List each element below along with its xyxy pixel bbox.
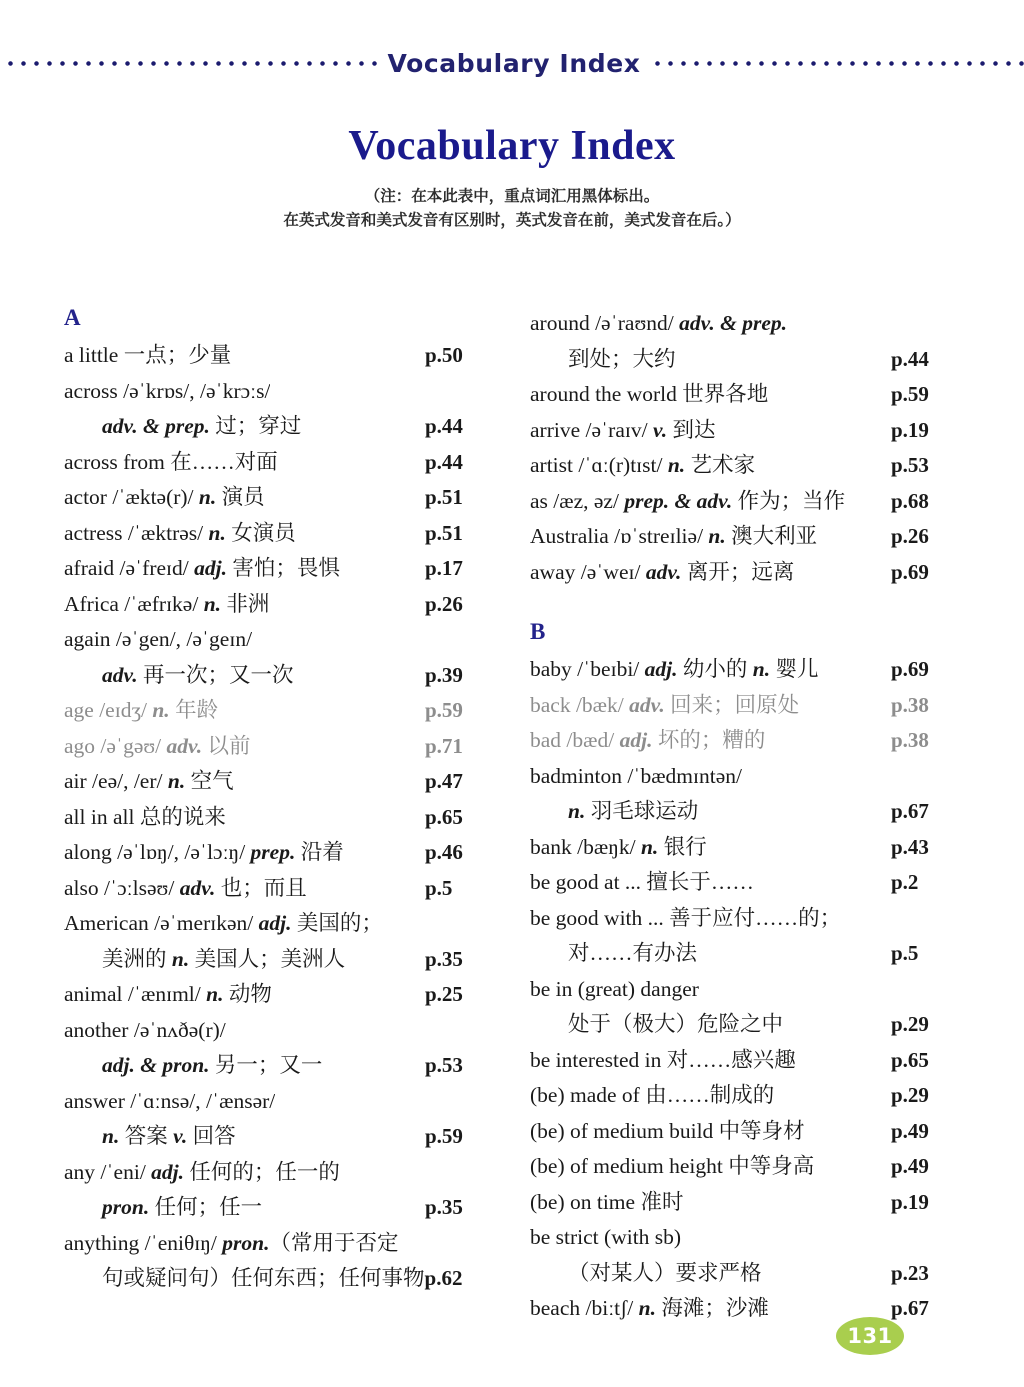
entry-page-reference: p.46 xyxy=(425,840,463,864)
entry-line xyxy=(64,977,499,1013)
entry-text: 美洲的 n. 美国人；美洲人 xyxy=(102,946,346,971)
entry-text: be good with ... 善于应付……的； xyxy=(530,905,842,930)
entry-page-reference: p.59 xyxy=(425,1124,463,1148)
vocabulary-entry xyxy=(530,555,965,591)
entry-line xyxy=(64,729,499,765)
vocabulary-entry xyxy=(64,516,499,552)
entry-line xyxy=(64,1013,499,1049)
vocabulary-entry xyxy=(64,835,499,871)
entry-line xyxy=(64,587,499,623)
entry-page-reference: p.69 xyxy=(891,657,929,681)
entry-line xyxy=(530,413,965,449)
vocabulary-entry xyxy=(530,759,965,830)
vocabulary-entry xyxy=(64,338,499,374)
entry-line xyxy=(530,1007,965,1043)
vocabulary-entry xyxy=(64,764,499,800)
entry-page-reference: p.17 xyxy=(425,556,463,580)
entry-page-reference: p.44 xyxy=(425,449,463,474)
vocabulary-entry xyxy=(64,1013,499,1084)
entry-page-reference: p.69 xyxy=(891,559,929,584)
entry-page-reference: p.23 xyxy=(891,1260,929,1285)
entry-line xyxy=(530,688,965,724)
entry-line xyxy=(64,480,499,516)
entry-text: answer /ˈɑːnsə/, /ˈænsər/ xyxy=(64,1088,276,1113)
entry-page-reference: p.19 xyxy=(891,1189,929,1214)
entry-page-reference: p.59 xyxy=(891,382,929,406)
entry-line xyxy=(530,1220,965,1256)
vocabulary-entry xyxy=(530,723,965,759)
entry-line xyxy=(64,658,499,694)
entry-text: any /ˈeni/ adj. 任何的；任一的 xyxy=(64,1159,340,1184)
vocabulary-entry xyxy=(64,551,499,587)
entry-line xyxy=(64,693,499,729)
vocabulary-entry xyxy=(530,1078,965,1114)
entry-page-reference: p.59 xyxy=(425,698,463,722)
letter-heading-b: B xyxy=(530,619,546,644)
header-dotted-rule-right xyxy=(651,60,1024,67)
vocabulary-entry xyxy=(530,306,965,377)
entry-line xyxy=(530,759,965,795)
entry-line xyxy=(64,516,499,552)
usage-note-line-1: （注：在本此表中，重点词汇用黑体标出。 xyxy=(364,187,660,206)
index-column-left xyxy=(64,306,499,1297)
entry-page-reference: p.38 xyxy=(891,728,929,752)
vocabulary-entry xyxy=(530,1291,965,1327)
entry-text: anything /ˈeniθɪŋ/ pron.（常用于否定 xyxy=(64,1230,399,1255)
entry-page-reference: p.39 xyxy=(425,662,463,687)
entry-text: again /əˈgen/, /əˈgeɪn/ xyxy=(64,627,253,651)
vocabulary-entry xyxy=(64,693,499,729)
header-dotted-rule-left xyxy=(4,60,378,67)
entry-line xyxy=(530,1043,965,1079)
entry-line xyxy=(530,306,965,342)
entry-page-reference: p.50 xyxy=(425,343,463,367)
entry-line xyxy=(530,794,965,830)
entry-line xyxy=(530,555,965,591)
entry-line xyxy=(530,519,965,555)
entry-text: afraid /əˈfreɪd/ adj. 害怕；畏惧 xyxy=(64,556,340,580)
entry-page-reference: p.38 xyxy=(891,692,929,717)
entry-line xyxy=(530,652,965,688)
entry-line xyxy=(64,1155,499,1191)
entry-text: （对某人）要求严格 xyxy=(568,1260,762,1285)
vocabulary-entry xyxy=(64,800,499,836)
entry-text: 句或疑问句）任何东西；任何事物 xyxy=(102,1266,425,1290)
vocabulary-entry xyxy=(530,901,965,972)
entry-text: actor /ˈæktə(r)/ n. 演员 xyxy=(64,485,265,509)
index-columns xyxy=(0,305,1024,1320)
letter-heading-a: A xyxy=(64,305,81,330)
vocabulary-entry xyxy=(530,1185,965,1221)
entry-page-reference: p.53 xyxy=(891,453,929,477)
entry-page-reference: p.67 xyxy=(891,799,929,823)
entry-line xyxy=(530,1256,965,1292)
entry-text: adv. & prep. 过；穿过 xyxy=(102,414,302,438)
entry-line xyxy=(64,1119,499,1155)
vocabulary-entry xyxy=(530,865,965,901)
entry-page-reference: p.44 xyxy=(425,414,463,438)
entry-text: all in all 总的说来 xyxy=(64,804,226,829)
vocabulary-entry xyxy=(64,1084,499,1155)
vocabulary-entry xyxy=(530,519,965,555)
entry-text: air /eə/, /er/ n. 空气 xyxy=(64,769,234,793)
entry-text: ago /əˈgəʊ/ adv. 以前 xyxy=(64,733,251,758)
entry-page-reference: p.29 xyxy=(891,1083,929,1107)
entry-page-reference: p.5 xyxy=(891,941,919,965)
entry-page-reference: p.67 xyxy=(891,1296,929,1320)
entry-line xyxy=(530,448,965,484)
entry-text: be interested in 对……感兴趣 xyxy=(530,1047,796,1072)
vocabulary-entry xyxy=(530,652,965,688)
entry-list-right-b xyxy=(530,652,965,1327)
vocabulary-entry xyxy=(530,1220,965,1291)
entry-text: age /eɪdʒ/ n. 年龄 xyxy=(64,698,219,722)
entry-page-reference: p.35 xyxy=(425,946,463,971)
vocabulary-entry xyxy=(64,729,499,765)
entry-line xyxy=(64,1190,499,1226)
entry-page-reference: p.26 xyxy=(891,524,929,548)
entry-line xyxy=(64,409,499,445)
entry-line xyxy=(530,1114,965,1150)
page-number-badge xyxy=(836,1317,904,1355)
vocabulary-entry xyxy=(530,830,965,866)
entry-text: animal /ˈænɪml/ n. 动物 xyxy=(64,982,272,1006)
vocabulary-entry xyxy=(530,1114,965,1150)
vocabulary-entry xyxy=(530,972,965,1043)
entry-text: another /əˈnʌðə(r)/ xyxy=(64,1017,226,1042)
entry-page-reference: p.43 xyxy=(891,834,929,859)
vocabulary-entry xyxy=(64,445,499,481)
entry-text: American /əˈmerɪkən/ adj. 美国的； xyxy=(64,911,383,935)
vocabulary-entry xyxy=(530,1043,965,1079)
entry-line xyxy=(64,1261,499,1297)
entry-page-reference: p.5 xyxy=(425,875,453,900)
entry-line xyxy=(530,1078,965,1114)
running-header-title: Vocabulary Index xyxy=(387,48,641,78)
entry-text: bad /bæd/ adj. 坏的；糟的 xyxy=(530,728,766,752)
entry-text: be good at ... 擅长于…… xyxy=(530,870,754,894)
vocabulary-entry xyxy=(64,622,499,693)
entry-text: adv. 再一次；又一次 xyxy=(102,662,294,687)
entry-page-reference: p.49 xyxy=(891,1154,929,1178)
entry-text: be strict (with sb) xyxy=(530,1225,682,1249)
entry-line xyxy=(64,551,499,587)
entry-text: also /ˈɔːlsəʊ/ adv. 也；而且 xyxy=(64,875,307,900)
page-title: Vocabulary Index xyxy=(348,123,676,169)
entry-text: (be) of medium build 中等身材 xyxy=(530,1118,805,1143)
entry-text: Africa /ˈæfrɪkə/ n. 非洲 xyxy=(64,591,270,616)
entry-text: n. 答案 v. 回答 xyxy=(102,1124,236,1148)
entry-text: adj. & pron. 另一；又一 xyxy=(102,1053,323,1077)
entry-page-reference: p.62 xyxy=(424,1266,463,1290)
entry-text: along /əˈlɒŋ/, /əˈlɔːŋ/ prep. 沿着 xyxy=(64,840,344,864)
vocabulary-entry xyxy=(530,413,965,449)
entry-text: Australia /ɒˈstreɪliə/ n. 澳大利亚 xyxy=(530,524,818,548)
entry-text: 对……有办法 xyxy=(568,941,698,965)
vocabulary-entry xyxy=(64,587,499,623)
entry-text: beach /biːtʃ/ n. 海滩；沙滩 xyxy=(530,1296,769,1320)
page-running-header xyxy=(0,46,1024,80)
entry-line xyxy=(64,1048,499,1084)
entry-text: a little 一点；少量 xyxy=(64,343,232,367)
entry-line xyxy=(64,374,499,410)
vocabulary-entry xyxy=(530,688,965,724)
entry-line xyxy=(530,484,965,520)
entry-line xyxy=(530,1185,965,1221)
entry-line xyxy=(64,835,499,871)
entry-page-reference: p.65 xyxy=(425,804,463,829)
entry-line xyxy=(64,622,499,658)
entry-text: 到处；大约 xyxy=(568,346,676,371)
entry-text: across /əˈkrɒs/, /əˈkrɔːs/ xyxy=(64,378,271,403)
entry-page-reference: p.71 xyxy=(425,733,463,758)
entry-text: away /əˈweɪ/ adv. 离开；远离 xyxy=(530,559,795,584)
entry-page-reference: p.35 xyxy=(425,1195,463,1219)
entry-text: across from 在……对面 xyxy=(64,449,278,474)
entry-text: (be) of medium height 中等身高 xyxy=(530,1154,815,1178)
entry-text: (be) made of 由……制成的 xyxy=(530,1083,775,1107)
entry-text: badminton /ˈbædmɪntən/ xyxy=(530,763,742,788)
entry-page-reference: p.19 xyxy=(891,417,929,442)
entry-page-reference: p.47 xyxy=(425,769,463,793)
entry-page-reference: p.51 xyxy=(425,520,463,545)
entry-list-left xyxy=(64,338,499,1297)
entry-line xyxy=(530,1291,965,1327)
entry-page-reference: p.65 xyxy=(891,1047,929,1072)
index-column-right xyxy=(530,306,965,1327)
entry-text: around the world 世界各地 xyxy=(530,382,769,406)
entry-page-reference: p.44 xyxy=(891,346,929,371)
title-block xyxy=(0,124,1024,232)
vocabulary-entry xyxy=(64,906,499,977)
vocabulary-entry xyxy=(64,871,499,907)
usage-note-line-2: 在英式发音和美式发音有区别时，英式发音在前，美式发音在后。） xyxy=(283,210,741,229)
entry-line xyxy=(64,338,499,374)
entry-page-reference: p.68 xyxy=(891,488,929,513)
entry-line xyxy=(530,972,965,1008)
entry-page-reference: p.53 xyxy=(425,1053,463,1077)
entry-line xyxy=(530,936,965,972)
entry-line xyxy=(64,1084,499,1120)
entry-line xyxy=(530,723,965,759)
entry-page-reference: p.2 xyxy=(891,870,919,894)
entry-page-reference: p.29 xyxy=(891,1012,929,1036)
entry-text: as /æz, əz/ prep. & adv. 作为；当作 xyxy=(530,488,846,513)
entry-text: actress /ˈæktrəs/ n. 女演员 xyxy=(64,520,296,545)
entry-line xyxy=(530,865,965,901)
vocabulary-entry xyxy=(64,1226,499,1297)
entry-page-reference: p.26 xyxy=(425,591,463,616)
entry-text: (be) on time 准时 xyxy=(530,1189,684,1214)
vocabulary-entry xyxy=(64,374,499,445)
entry-line xyxy=(64,871,499,907)
vocabulary-entry xyxy=(530,448,965,484)
entry-line xyxy=(530,1149,965,1185)
entry-text: be in (great) danger xyxy=(530,976,699,1001)
vocabulary-entry xyxy=(64,480,499,516)
entry-text: baby /ˈbeɪbi/ adj. 幼小的 n. 婴儿 xyxy=(530,657,819,681)
vocabulary-entry xyxy=(530,1149,965,1185)
entry-line xyxy=(530,377,965,413)
entry-line xyxy=(64,800,499,836)
entry-list-right-a xyxy=(530,306,965,590)
entry-page-reference: p.25 xyxy=(425,982,463,1006)
vocabulary-entry xyxy=(64,1155,499,1226)
entry-text: arrive /əˈraɪv/ v. 到达 xyxy=(530,417,716,442)
entry-text: bank /bæŋk/ n. 银行 xyxy=(530,834,707,859)
entry-line xyxy=(530,901,965,937)
entry-line xyxy=(64,445,499,481)
page-number: 131 xyxy=(847,1324,893,1348)
entry-text: 处于（极大）危险之中 xyxy=(568,1012,784,1036)
usage-note xyxy=(0,185,1024,232)
entry-text: n. 羽毛球运动 xyxy=(568,799,699,823)
entry-line xyxy=(64,764,499,800)
entry-line xyxy=(64,942,499,978)
vocabulary-entry xyxy=(530,377,965,413)
entry-line xyxy=(64,906,499,942)
vocabulary-entry xyxy=(64,977,499,1013)
entry-text: around /əˈraʊnd/ adv. & prep. xyxy=(530,311,787,335)
entry-line xyxy=(64,1226,499,1262)
entry-page-reference: p.49 xyxy=(891,1118,929,1143)
entry-page-reference: p.51 xyxy=(425,485,463,509)
entry-text: pron. 任何；任一 xyxy=(102,1195,263,1219)
entry-line xyxy=(530,830,965,866)
vocabulary-entry xyxy=(530,484,965,520)
entry-line xyxy=(530,342,965,378)
entry-text: artist /ˈɑː(r)tɪst/ n. 艺术家 xyxy=(530,453,756,477)
entry-text: back /bæk/ adv. 回来；回原处 xyxy=(530,692,800,717)
